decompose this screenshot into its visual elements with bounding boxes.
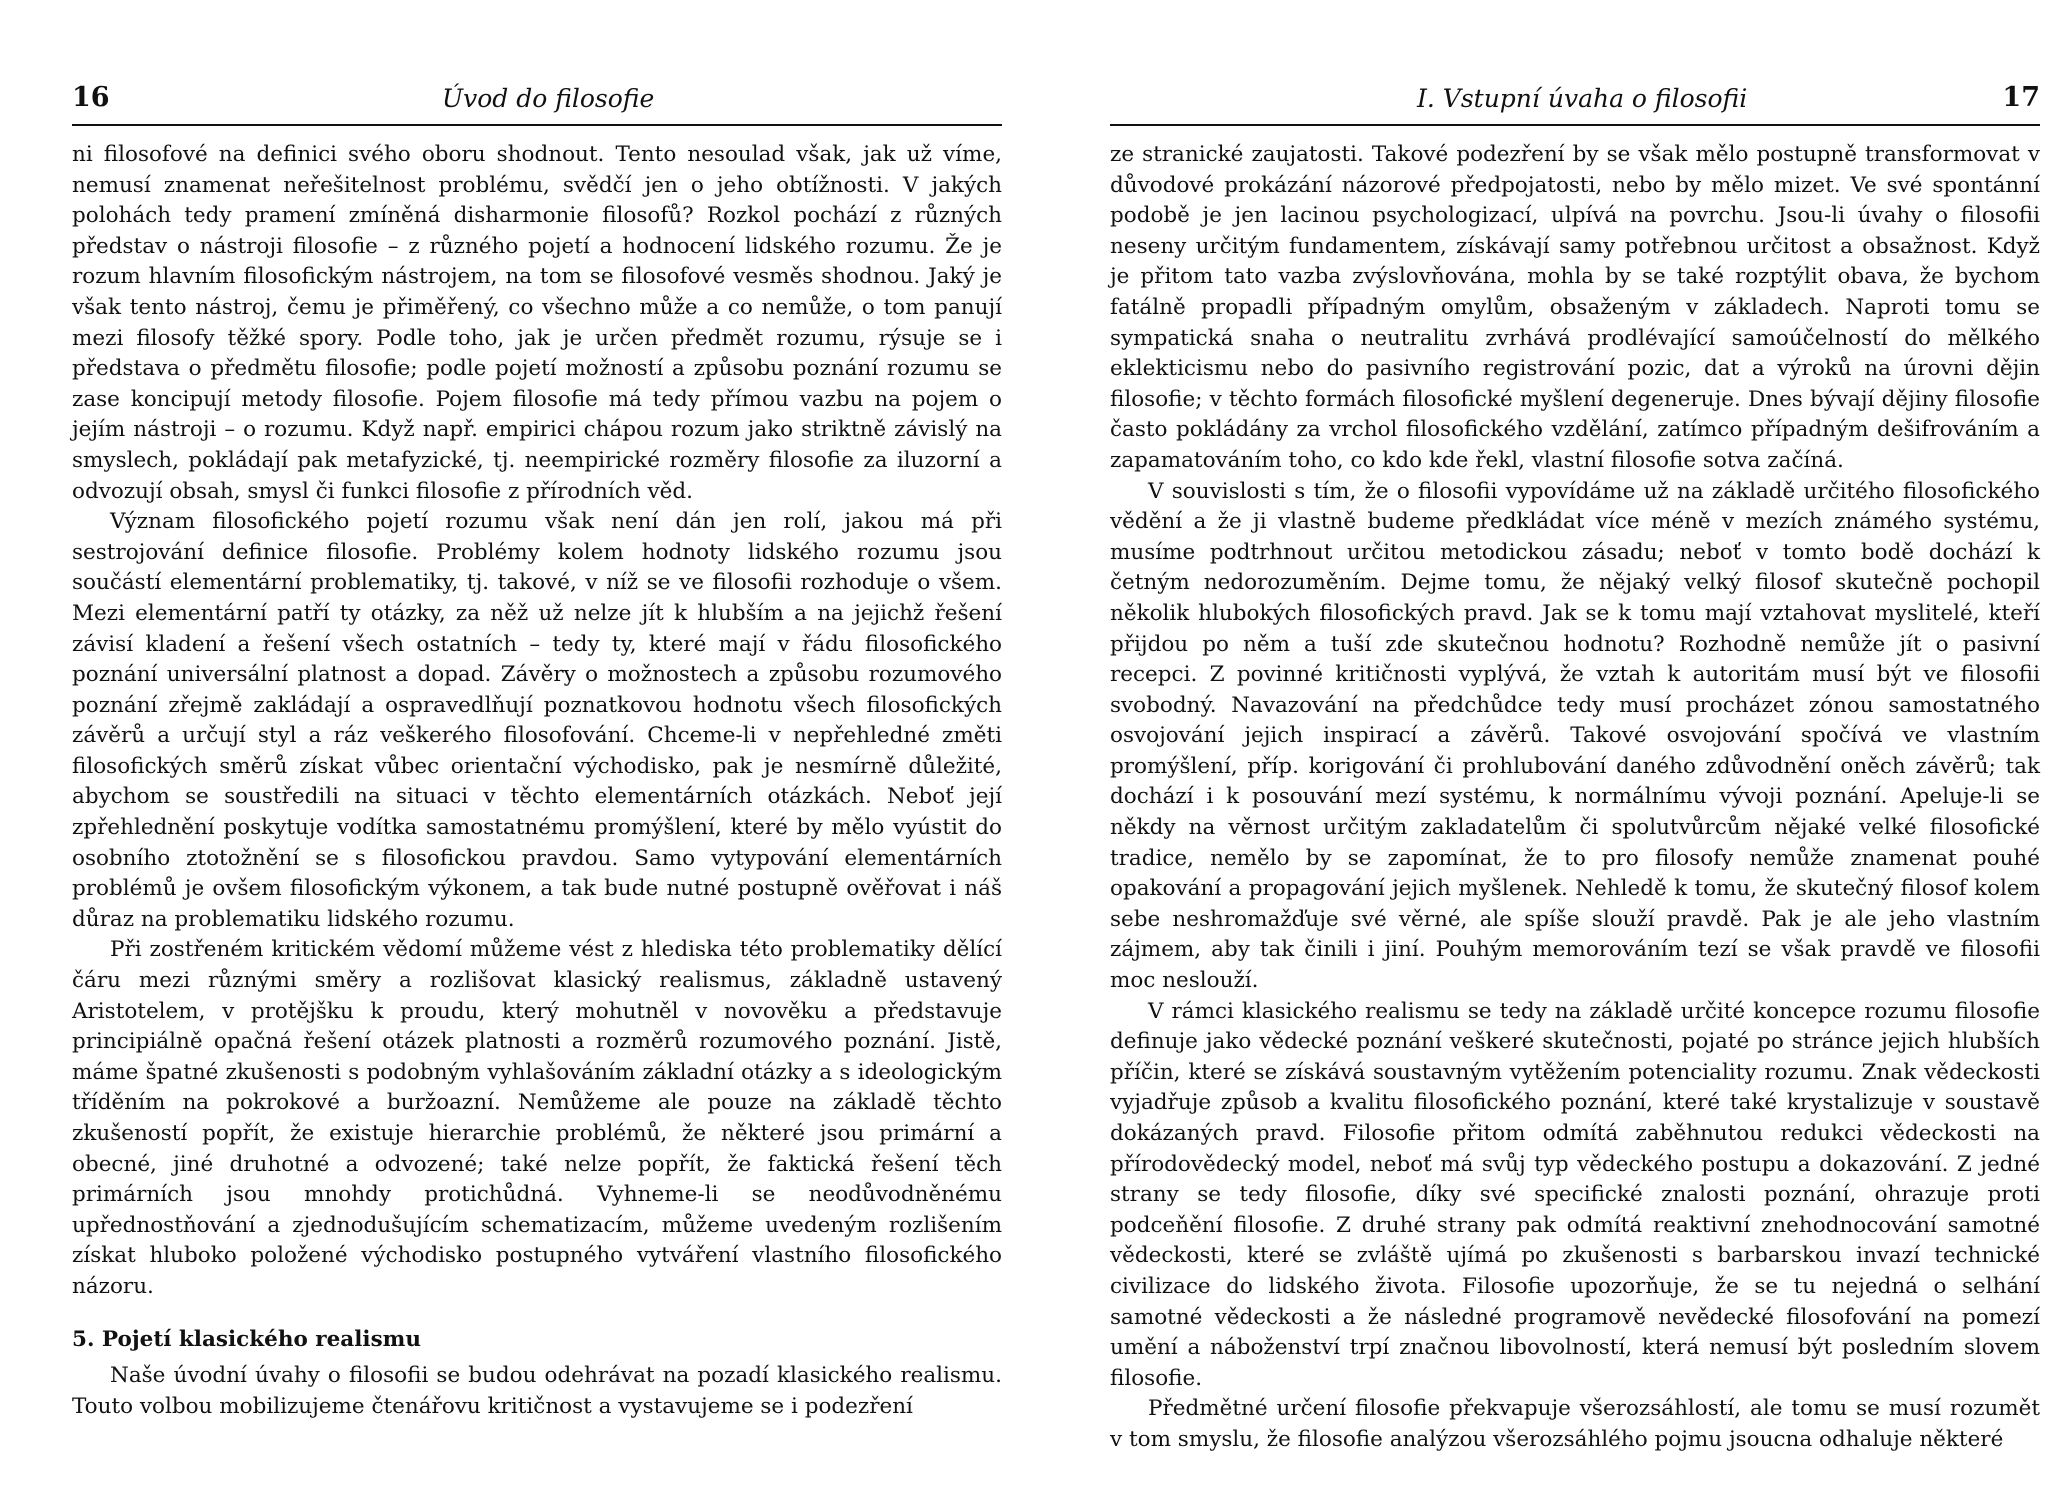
right-page — [1110, 80, 2040, 1456]
left-body-text — [72, 140, 1002, 1422]
right-paragraph-4: Předmětné určení filosofie překvapuje všerozsáhlostí, ale tomu se musí rozumět v tom smyslu, že filosofie analýzou všerozsáhlého pojmu jsoucna odhaluje některé — [1110, 1396, 2040, 1452]
left-paragraph-4: Naše úvodní úvahy o filosofii se budou odehrávat na pozadí klasického realismu. Touto volbou mobilizujeme čtenářovu kritičnost a vystavujeme se i podezření — [72, 1363, 1002, 1419]
right-page-number: 17 — [2002, 82, 2040, 113]
left-running-head — [72, 80, 1002, 126]
right-running-head — [1110, 80, 2040, 126]
right-header-title: I. Vstupní úvaha o filosofii — [1417, 84, 1748, 113]
left-paragraph-3: Při zostřeném kritickém vědomí můžeme vést z hlediska této problematiky dělící čáru mezi různými směry a rozlišovat klasický realismus, základně ustavený Aristotelem, v protějšku k proudu, který mohutněl v novověku a představuje principiálně opačná řešení otázek platnosti a rozměrů rozumového poznání. Jistě, máme špatné zkušenosti s podobným vyhlašováním základní otázky a s ideologickým tříděním na pokrokové a buržoazní. Nemůžeme ale pouze na základě těchto zkušeností popřít, že existuje hierarchie problémů, že některé jsou primární a obecné, jiné druhotné a odvozené; také nelze popřít, že faktická řešení těch primárních jsou mnohdy protichůdná. Vyhneme-li se neodůvodněnému upřednostňování a zjednodušujícím schematizacím, můžeme uvedeným rozlišením získat hluboko položené východisko postupného vytváření vlastního filosofického názoru. — [72, 937, 1002, 1299]
left-page-number: 16 — [72, 82, 110, 113]
section-heading: 5. Pojetí klasického realismu — [72, 1326, 422, 1352]
left-header-title: Úvod do filosofie — [442, 84, 655, 113]
left-paragraph-1: ni filosofové na definici svého oboru shodnout. Tento nesoulad však, jak už víme, nemusí znamenat neřešitelnost problému, svědčí jen o jeho obtížnosti. V jakých polohách tedy pramení zmíněná disharmonie filosofů? Rozkol pochází z různých představ o nástroji filosofie – z různého pojetí a hodnocení lidského rozumu. Že je rozum hlavním filosofickým nástrojem, na tom se filosofové vesměs shodnou. Jaký je však tento nástroj, čemu je přiměřený, co všechno může a co nemůže, o tom panují mezi filosofy těžké spory. Podle toho, jak je určen předmět rozumu, rýsuje se i představa o předmětu filosofie; podle pojetí možností a způsobu poznání rozumu se zase koncipují metody filosofie. Pojem filosofie má tedy přímou vazbu na pojem o jejím nástroji – o rozumu. Když např. empirici chápou rozum jako striktně závislý na smyslech, pokládají pak metafyzické, tj. neempirické rozměry filosofie za iluzorní a odvozují obsah, smysl či funkci filosofie z přírodních věd. — [72, 142, 1002, 504]
right-paragraph-2: V souvislosti s tím, že o filosofii vypovídáme už na základě určitého filosofického vědění a že ji vlastně budeme předkládat více méně v mezích známého systému, musíme podtrhnout určitou metodickou zásadu; neboť v tomto bodě dochází k četným nedorozuměním. Dejme tomu, že nějaký velký filosof skutečně pochopil několik hlubokých filosofických pravd. Jak se k tomu mají vztahovat myslitelé, kteří přijdou po něm a tuší zde skutečnou hodnotu? Rozhodně nemůže jít o pasivní recepci. Z povinné kritičnosti vyplývá, že vztah k autoritám musí být ve filosofii svobodný. Navazování na předchůdce tedy musí procházet zónou samostatného osvojování jejich inspirací a závěrů. Takové osvojování spočívá ve vlastním promýšlení, příp. korigování či prohlubování daného zdůvodnění oněch závěrů; tak dochází i k posouvání mezí systému, k normálnímu vývoji poznání. Apeluje-li se někdy na věrnost určitým zakladatelům či spolutvůrcům nějaké velké filosofické tradice, nemělo by se zapomínat, že to pro filosofy nemůže znamenat pouhé opakování a propagování jejich myšlenek. Nehledě k tomu, že skutečný filosof kolem sebe neshromažďuje své věrné, ale spíše slouží pravdě. Pak je ale jeho vlastním zájmem, aby tak činili i jiní. Pouhým memorováním tezí se však pravdě ve filosofii moc neslouží. — [1110, 478, 2040, 994]
right-body-text — [1110, 140, 2040, 1456]
left-paragraph-2: Význam filosofického pojetí rozumu však není dán jen rolí, jakou má při sestrojování definice filosofie. Problémy kolem hodnoty lidského rozumu jsou součástí elementární problematiky, tj. takové, v níž se ve filosofii rozhoduje o všem. Mezi elementární patří ty otázky, za něž už nelze jít k hlubším a na jejichž řešení závisí kladení a řešení všech ostatních – tedy ty, které mají v řádu filosofického poznání universální platnost a dopad. Závěry o možnostech a způsobu rozumového poznání zřejmě zakládají a ospravedlňují poznatkovou hodnotu všech filosofických závěrů a určují styl a ráz veškerého filosofování. Chceme-li v nepřehledné změti filosofických směrů získat vůbec orientační východisko, pak je nesmírně důležité, abychom se soustředili na situaci v těchto elementárních otázkách. Neboť její zpřehlednění poskytuje vodítka samostatnému promýšlení, které by mělo vyústit do osobního ztotožnění se s filosofickou pravdou. Samo vytypování elementárních problémů je ovšem filosofickým výkonem, a tak bude nutné postupně ověřovat i náš důraz na problematiku lidského rozumu. — [72, 509, 1002, 932]
left-page — [72, 80, 1002, 1422]
right-paragraph-1: ze stranické zaujatosti. Takové podezření by se však mělo postupně transformovat v důvodové prokázání názorové předpojatosti, nebo by mělo mizet. Ve své spontánní podobě je jen lacinou psychologizací, ulpívá na povrchu. Jsou-li úvahy o filosofii neseny určitým fundamentem, získávají samy potřebnou určitost a obsažnost. Když je přitom tato vazba zvýslovňována, mohla by se také rozptýlit obava, že bychom fatálně propadli případným omylům, obsaženým v základech. Naproti tomu se sympatická snaha o neutralitu zvrhává prodlévající samoúčelností do mělkého eklekticismu nebo do pasivního registrování pozic, dat a výroků na úrovni dějin filosofie; v těchto formách filosofické myšlení degeneruje. Dnes bývají dějiny filosofie často pokládány za vrchol filosofického vzdělání, zatímco případným dešifrováním a zapamatováním toho, co kdo kde řekl, vlastní filosofie sotva začíná. — [1110, 142, 2040, 473]
right-paragraph-3: V rámci klasického realismu se tedy na základě určité koncepce rozumu filosofie definuje jako vědecké poznání veškeré skutečnosti, pojaté po stránce jejich hlubších příčin, které se získává soustavným vytěžením potenciality rozumu. Znak vědeckosti vyjadřuje způsob a kvalitu filosofického poznání, které také krystalizuje v soustavě dokázaných pravd. Filosofie přitom odmítá zaběhnutou redukci vědeckosti na přírodovědecký model, neboť má svůj typ vědeckého postupu a dokazování. Z jedné strany se tedy filosofie, díky své specifické znalosti poznání, ohrazuje proti podceňění filosofie. Z druhé strany pak odmítá reaktivní znehodnocování samotné vědeckosti, které se zvláště ujímá po zkušenosti s barbarskou invazí technické civilizace do lidského života. Filosofie upozorňuje, že se tu nejedná o selhání samotné vědeckosti a že následné programově nevědecké filosofování na pomezí umění a náboženství trpí značnou libovolností, která nemusí být posledním slovem filosofie. — [1110, 998, 2040, 1391]
